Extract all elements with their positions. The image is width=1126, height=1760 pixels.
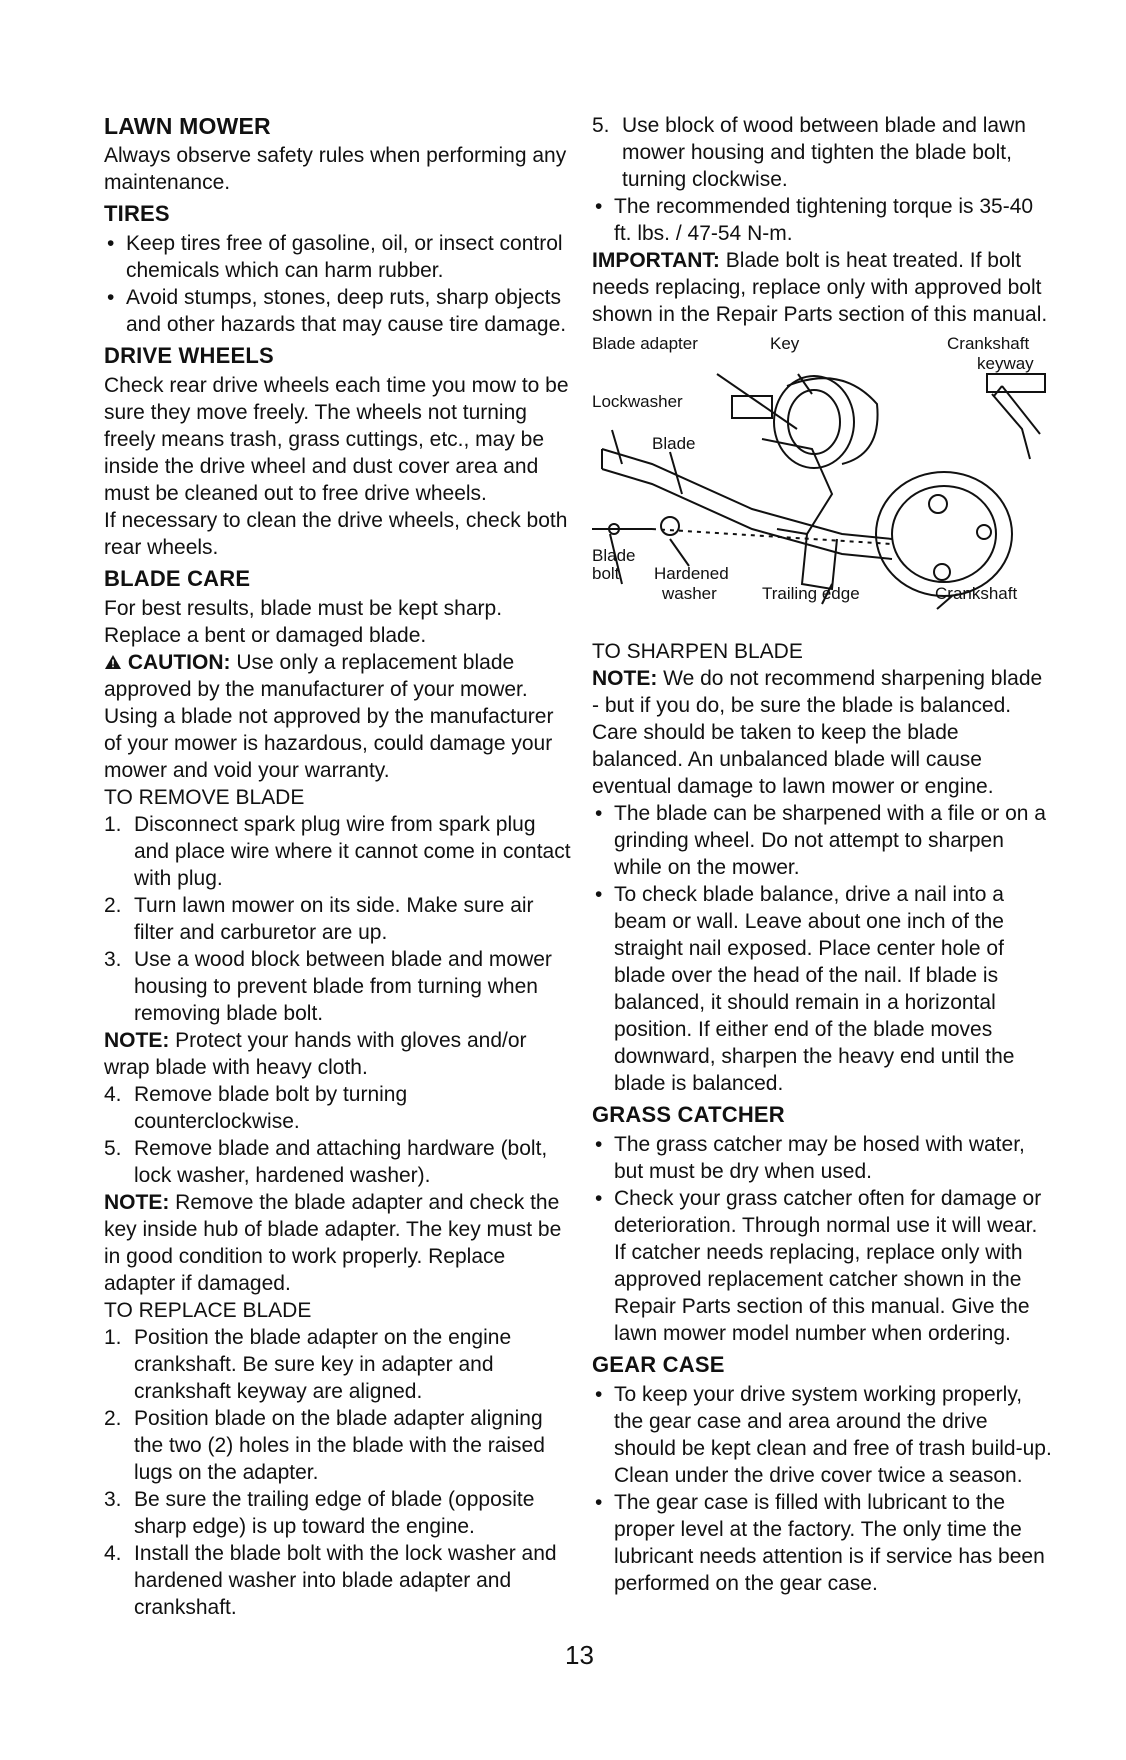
caution-label: CAUTION: [127, 651, 231, 674]
warning-icon [104, 651, 128, 674]
list-item: 5. Use block of wood between blade and lawn mower housing and tighten the blade bolt, turning clockwise. [592, 114, 1026, 191]
label-key: Key [770, 334, 800, 353]
heading-tires: TIRES [104, 201, 170, 226]
right-column [592, 112, 1054, 1597]
label-hardened-washer-1: Hardened [654, 564, 729, 583]
note-adapter: NOTE: Remove the blade adapter and check the key inside hub of blade adapter. The key must be in good condition to work properly. Replace adapter if damaged. [104, 1191, 562, 1295]
important-note: IMPORTANT: Blade bolt is heat treated. If bolt needs replacing, replace only with approved bolt shown in the Repair Parts section of this manual. [592, 249, 1048, 326]
list-item: • The grass catcher may be hosed with water, but must be dry when used. [592, 1131, 1054, 1185]
list-item: 4. Remove blade bolt by turning counterclockwise. [104, 1083, 408, 1133]
drive-wheels-text: Check rear drive wheels each time you mow to be sure they move freely. The wheels not turning freely means trash, grass cuttings, etc., may be inside the drive wheel and dust cover area and must be cleaned out to free drive wheels. [104, 374, 569, 505]
label-trailing-edge: Trailing edge [762, 584, 860, 603]
list-item: 2. Turn lawn mower on its side. Make sure air filter and carburetor are up. [104, 894, 534, 944]
heading-sharpen-blade: TO SHARPEN BLADE [592, 640, 803, 663]
label-blade-bolt-2: bolt [592, 564, 620, 583]
label-blade-adapter: Blade adapter [592, 334, 698, 353]
list-item: • Check your grass catcher often for damage or deterioration. Through normal use it will wear. If catcher needs replacing, replace only with approved replacement catcher shown in the Repair Parts section of this manual. Give the lawn mower model number when ordering. [592, 1185, 1054, 1347]
list-item: • To check blade balance, drive a nail into a beam or wall. Leave about one inch of the straight nail exposed. Place center hole of blade over the head of the nail. If blade is balanced, it should remain in a horizontal position. If either end of the blade moves downward, sharpen the heavy end until the blade is balanced. [592, 881, 1054, 1097]
list-item: 5. Remove blade and attaching hardware (bolt, lock washer, hardened washer). [104, 1137, 548, 1187]
heading-remove-blade: TO REMOVE BLADE [104, 786, 305, 809]
drive-wheels-text-2: If necessary to clean the drive wheels, check both rear wheels. [104, 509, 568, 559]
list-item: 1. Disconnect spark plug wire from spark plug and place wire where it cannot come in contact with plug. [104, 813, 571, 890]
blade-assembly-diagram [592, 334, 1054, 630]
label-lockwasher: Lockwasher [592, 392, 683, 411]
heading-grass-catcher: GRASS CATCHER [592, 1102, 785, 1127]
note-gloves: NOTE: Protect your hands with gloves and/or wrap blade with heavy cloth. [104, 1029, 527, 1079]
heading-blade-care: BLADE CARE [104, 566, 251, 591]
list-item: • The blade can be sharpened with a file or on a grinding wheel. Do not attempt to sharpen while on the mower. [592, 800, 1054, 881]
caution-paragraph [104, 649, 572, 784]
label-crankshaft-keyway-1: Crankshaft [947, 334, 1030, 353]
caution-text: Use only a replacement blade approved by the manufacturer of your mower. Using a blade not approved by the manufacturer of your mower is hazardous, could damage your mower and void your warranty. [104, 651, 554, 782]
label-hardened-washer-2: washer [662, 584, 717, 603]
list-item: • To keep your drive system working properly, the gear case and area around the drive should be kept clean and free of trash build-up. Clean under the drive cover twice a season. [592, 1381, 1054, 1489]
section-title-lawn-mower: LAWN MOWER [104, 113, 271, 139]
list-item: • The gear case is filled with lubricant to the proper level at the factory. The only time the lubricant needs attention is if service has been performed on the gear case. [592, 1489, 1054, 1597]
label-crankshaft-keyway-2: keyway [977, 354, 1034, 373]
list-item: 1. Position the blade adapter on the engine crankshaft. Be sure key in adapter and crankshaft keyway are aligned. [104, 1326, 512, 1403]
list-item: 2. Position blade on the blade adapter aligning the two (2) holes in the blade with the raised lugs on the adapter. [104, 1407, 545, 1484]
list-item: 4. Install the blade bolt with the lock washer and hardened washer into blade adapter and crankshaft. [104, 1542, 557, 1619]
blade-care-text: For best results, blade must be kept sharp. Replace a bent or damaged blade. [104, 597, 503, 647]
heading-replace-blade: TO REPLACE BLADE [104, 1299, 312, 1322]
label-crankshaft: Crankshaft [935, 584, 1018, 603]
heading-gear-case: GEAR CASE [592, 1352, 725, 1377]
list-item: • Keep tires free of gasoline, oil, or insect control chemicals which can harm rubber. [104, 230, 572, 284]
intro-text: Always observe safety rules when performing any maintenance. [104, 144, 567, 194]
heading-drive-wheels: DRIVE WHEELS [104, 343, 274, 368]
list-item: 3. Be sure the trailing edge of blade (opposite sharp edge) is up toward the engine. [104, 1488, 535, 1538]
label-blade: Blade [652, 434, 696, 453]
list-item: • Avoid stumps, stones, deep ruts, sharp objects and other hazards that may cause tire damage. [104, 284, 572, 338]
list-item: 3. Use a wood block between blade and mower housing to prevent blade from turning when removing blade bolt. [104, 948, 552, 1025]
note-sharpening: NOTE: We do not recommend sharpening blade - but if you do, be sure the blade is balanced. Care should be taken to keep the blade balanced. An unbalanced blade will cause eventual damage to lawn mower or engine. [592, 667, 1043, 798]
page-number: 13 [565, 1640, 594, 1670]
label-blade-bolt-1: Blade [592, 546, 636, 565]
list-item: • The recommended tightening torque is 35-40 ft. lbs. / 47-54 N-m. [592, 193, 1054, 247]
left-column [104, 112, 572, 1621]
